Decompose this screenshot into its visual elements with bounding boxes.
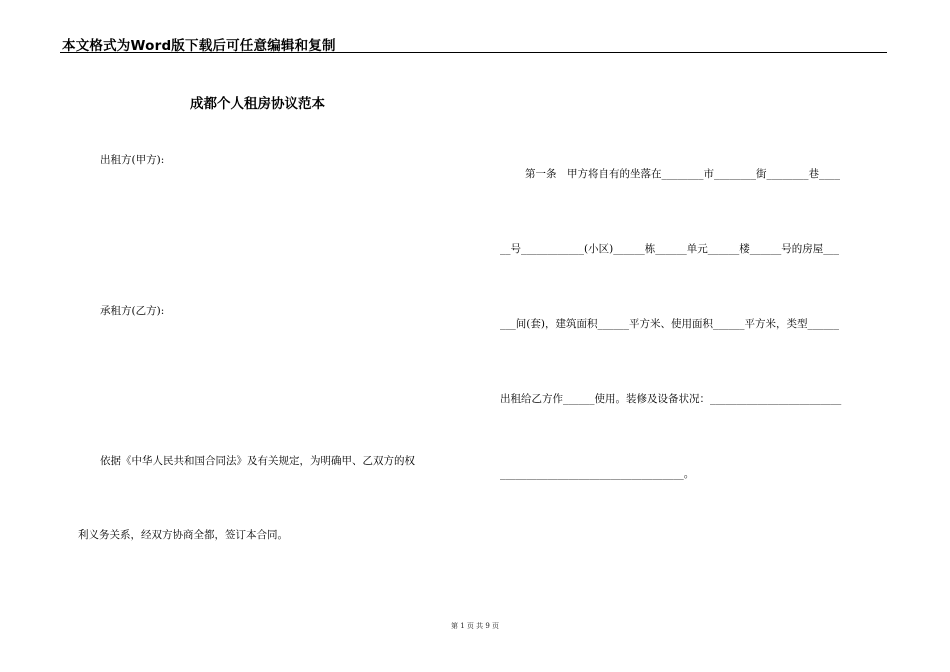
page-number-footer: 第 1 页 共 9 页 bbox=[450, 622, 500, 630]
basis-text-line2: 利义务关系，经双方协商全都，签订本合同。 bbox=[78, 529, 288, 541]
header-banner: 本文格式为Word版下载后可任意编辑和复制 bbox=[62, 38, 336, 54]
header-divider bbox=[60, 52, 887, 53]
document-title: 成都个人租房协议范本 bbox=[190, 96, 325, 112]
article1-line3: ___间(套)，建筑面积______平方米、使用面积______平方米，类型______ bbox=[500, 318, 839, 330]
basis-text-line1: 依据《中华人民共和国合同法》及有关规定，为明确甲、乙双方的权 bbox=[100, 455, 415, 467]
article1-line1: 第一条 甲方将自有的坐落在________市________街________巷____ bbox=[525, 168, 840, 180]
article1-line2: __号____________(小区)______栋______单元______楼______号的房屋___ bbox=[500, 243, 839, 255]
lessee-label: 承租方(乙方): bbox=[100, 305, 165, 317]
article1-line4: 出租给乙方作______使用。装修及设备状况：_________________________ bbox=[500, 393, 842, 405]
lessor-label: 出租方(甲方): bbox=[100, 154, 165, 166]
article1-line5: ___________________________________。 bbox=[500, 468, 695, 480]
